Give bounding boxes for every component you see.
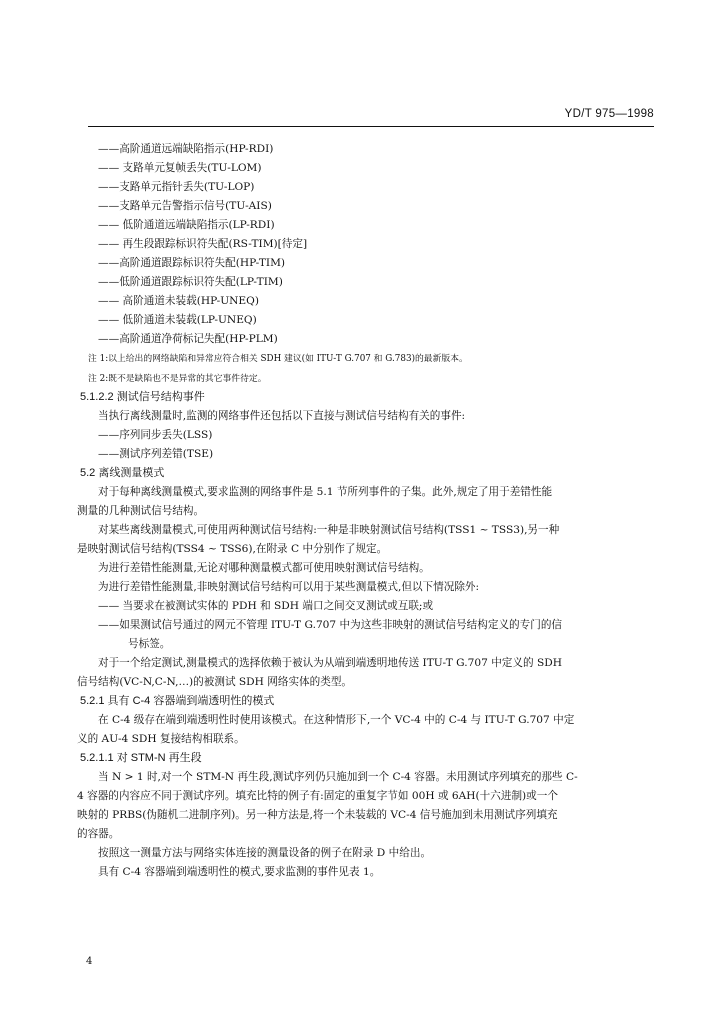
paragraph-line: 在 C-4 级存在端到端透明性时使用该模式。在这种情形下,一个 VC-4 中的 C-4 与 ITU-T G.707 中定 [98, 714, 575, 726]
section-heading-5-2-1-1: 5.2.1.1 对 STM-N 再生段 [80, 752, 202, 764]
page-number: 4 [86, 956, 93, 967]
paragraph: 按照这一测量方法与网络实体连接的测量设备的例子在附录 D 中给出。 [98, 847, 432, 859]
list-item: —— 高阶通道未装载(HP-UNEQ) [98, 295, 259, 307]
paragraph: 当执行离线测量时,监测的网络事件还包括以下直接与测试信号结构有关的事件: [98, 410, 466, 422]
paragraph-line: 4 容器的内容应不同于测试序列。填充比特的例子有:固定的重复字节如 00H 或 6AH(十六进制)或一个 [77, 790, 558, 802]
paragraph-line: 对于一个给定测试,测量模式的选择依赖于被认为从端到端透明地传送 ITU-T G.707 中定义的 SDH [98, 657, 562, 669]
list-item: ——支路单元指针丢失(TU-LOP) [98, 181, 255, 193]
paragraph: 为进行差错性能测量,无论对哪种测量模式都可使用映射测试信号结构。 [98, 562, 430, 574]
list-item: —— 再生段跟踪标识符失配(RS-TIM)[待定] [98, 238, 308, 250]
note-2: 注 2:既不是缺陷也不是异常的其它事件待定。 [88, 374, 267, 384]
list-item: ——高阶通道净荷标记失配(HP-PLM) [98, 333, 278, 345]
paragraph-line: 信号结构(VC-N,C-N,…)的被测试 SDH 网络实体的类型。 [77, 676, 353, 688]
list-item: ——高阶通道跟踪标识符失配(HP-TIM) [98, 257, 286, 269]
paragraph-line: 义的 AU-4 SDH 复接结构相联系。 [77, 733, 245, 745]
paragraph-line: 对于每种离线测量模式,要求监测的网络事件是 5.1 节所列事件的子集。此外,规定了用于差错性能 [98, 486, 553, 498]
list-item: ——高阶通道远端缺陷指示(HP-RDI) [98, 143, 274, 155]
section-heading-5-2-1: 5.2.1 具有 C-4 容器端到端透明性的模式 [80, 695, 275, 707]
exception-item: ——如果测试信号通过的网元不管理 ITU-T G.707 中为这些非映射的测试信号结构定义的专门的信 [98, 619, 563, 631]
exception-item: —— 当要求在被测试实体的 PDH 和 SDH 端口之间交叉测试或互联;或 [98, 600, 434, 612]
paragraph-line: 当 N > 1 时,对一个 STM-N 再生段,测试序列仍只施加到一个 C-4 容器。未用测试序列填充的那些 C- [98, 771, 578, 783]
list-item: ——序列同步丢失(LSS) [98, 429, 213, 441]
paragraph-line: 是映射测试信号结构(TSS4 ~ TSS6),在附录 C 中分别作了规定。 [77, 543, 388, 555]
list-item: ——低阶通道跟踪标识符失配(LP-TIM) [98, 276, 283, 288]
section-heading-5-2: 5.2 离线测量模式 [80, 467, 165, 479]
list-item: ——测试序列差错(TSE) [98, 448, 214, 460]
standard-code: YD/T 975—1998 [564, 108, 654, 120]
paragraph-line: 对某些离线测量模式,可使用两种测试信号结构:一种是非映射测试信号结构(TSS1 ~ TSS3),另一种 [98, 524, 560, 536]
section-heading-5-1-2-2: 5.1.2.2 测试信号结构事件 [80, 391, 205, 403]
paragraph: 为进行差错性能测量,非映射测试信号结构可以用于某些测量模式,但以下情况除外: [98, 581, 480, 593]
list-item: —— 低阶通道远端缺陷指示(LP-RDI) [98, 219, 275, 231]
list-item: —— 低阶通道未装载(LP-UNEQ) [98, 314, 257, 326]
paragraph-line: 的容器。 [77, 828, 120, 840]
note-1: 注 1:以上给出的网络缺陷和异常应符合相关 SDH 建议(如 ITU-T G.707 和 G.783)的最新版本。 [88, 354, 468, 364]
list-item: ——支路单元告警指示信号(TU-AIS) [98, 200, 272, 212]
paragraph-line: 映射的 PRBS(伪随机二进制序列)。另一种方法是,将一个未装载的 VC-4 信号施加到未用测试序列填充 [77, 809, 558, 821]
list-item: —— 支路单元复帧丢失(TU-LOM) [98, 162, 262, 174]
header-rule [88, 126, 654, 127]
paragraph-line: 测量的几种测试信号结构。 [77, 505, 205, 517]
exception-item-continued: 号标签。 [128, 638, 171, 650]
paragraph: 具有 C-4 容器端到端透明性的模式,要求监测的事件见表 1。 [98, 866, 381, 878]
